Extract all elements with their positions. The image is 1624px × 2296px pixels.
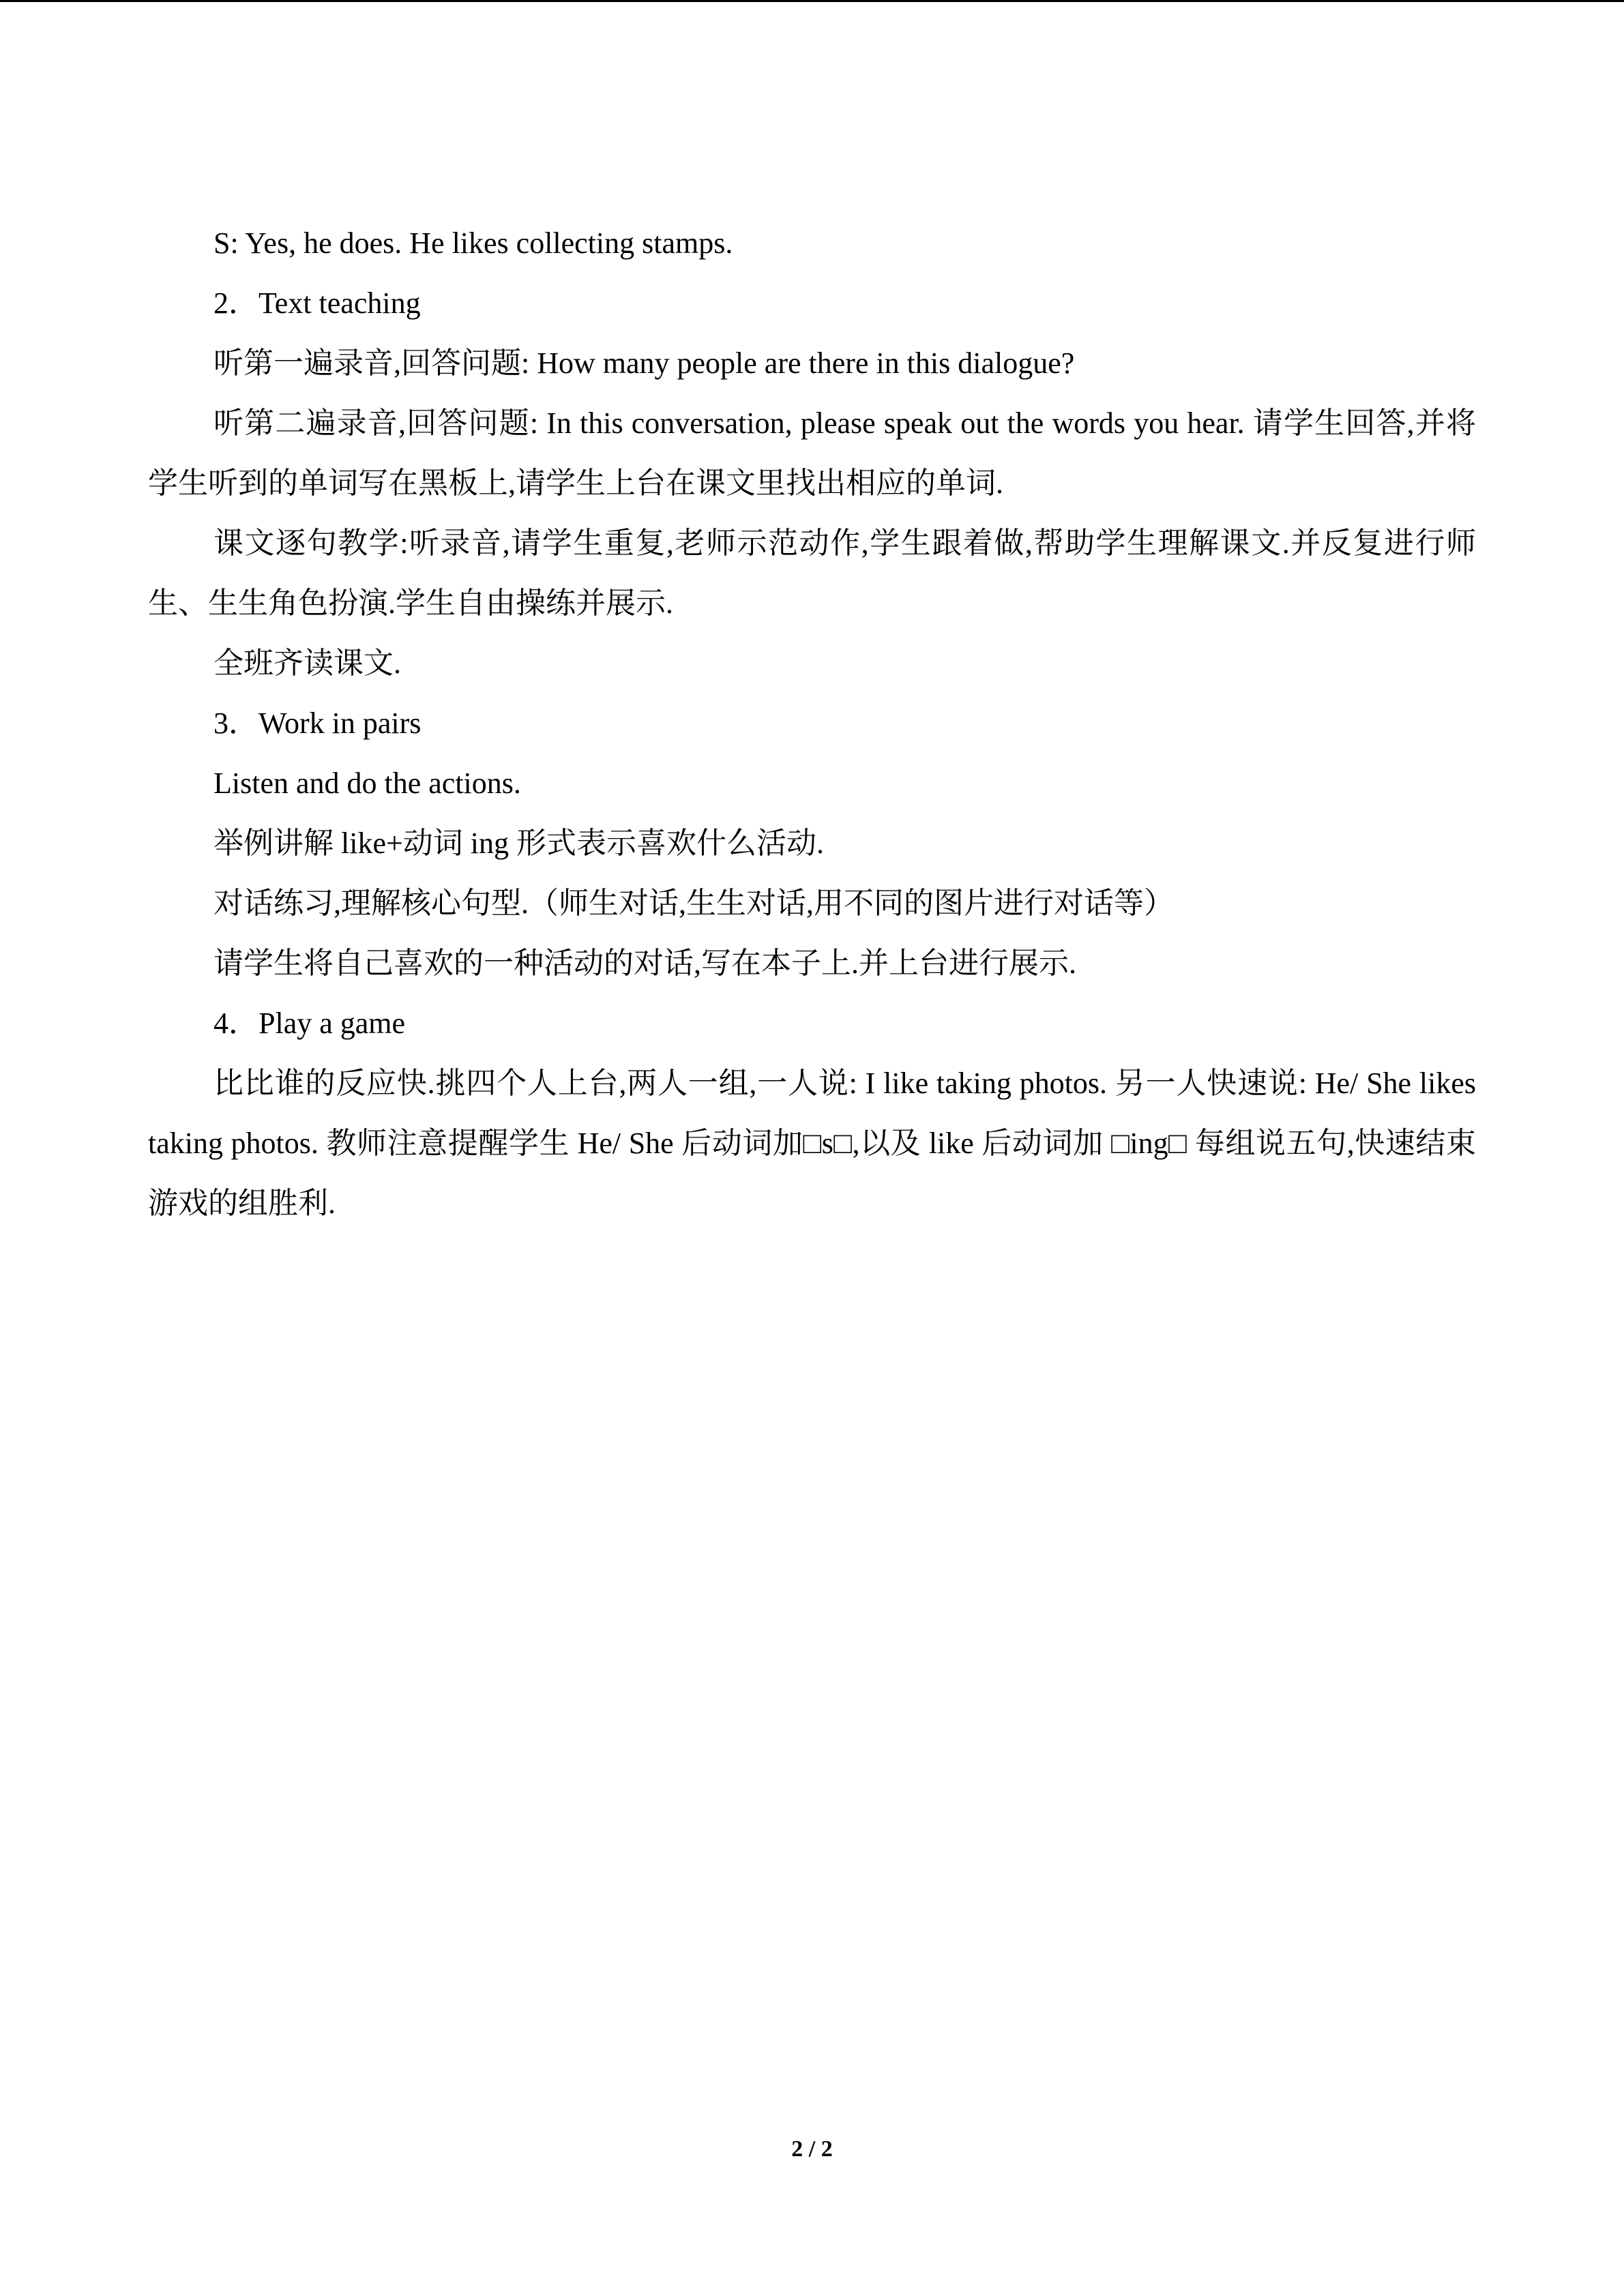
section-heading-play-a-game: 4．Play a game [213, 1007, 406, 1040]
paragraph-like-ing-explanation: 举例讲解 like+动词 ing 形式表示喜欢什么活动. [213, 826, 825, 860]
paragraph-first-listening: 听第一遍录音,回答问题: How many people are there in this dialogue? [213, 346, 1075, 380]
paragraph-game-rules: 比比谁的反应快.挑四个人上台,两人一组,一人说: I like taking photos. 另一人快速说: He/ She likes taking photos. 教师注意提醒学生 He/ She 后动词加□s□,以及 like 后动词加 □ing□ 每组说五句,快速结束游戏的组胜利. [148, 1067, 1476, 1220]
paragraph-class-reading: 全班齐读课文. [213, 646, 401, 680]
section-heading-work-in-pairs: 3．Work in pairs [213, 706, 422, 740]
paragraph-dialogue-practice: 对话练习,理解核心句型.（师生对话,生生对话,用不同的图片进行对话等） [213, 886, 1174, 920]
document-body [148, 213, 1476, 1234]
paragraph-listen-and-do: Listen and do the actions. [213, 766, 521, 800]
paragraph-sentence-teaching: 课文逐句教学:听录音,请学生重复,老师示范动作,学生跟着做,帮助学生理解课文.并反复进行师生、生生角色扮演.学生自由操练并展示. [148, 526, 1476, 620]
section-heading-text-teaching: 2．Text teaching [213, 286, 421, 320]
dialogue-line: S: Yes, he does. He likes collecting stamps. [213, 226, 733, 260]
paragraph-second-listening: 听第二遍录音,回答问题: In this conversation, please speak out the words you hear. 请学生回答,并将学生听到的单词写在黑板上,请学生上台在课文里找出相应的单词. [148, 406, 1476, 500]
paragraph-write-dialogue: 请学生将自己喜欢的一种活动的对话,写在本子上.并上台进行展示. [213, 946, 1076, 980]
page-number: 2 / 2 [791, 2136, 833, 2162]
